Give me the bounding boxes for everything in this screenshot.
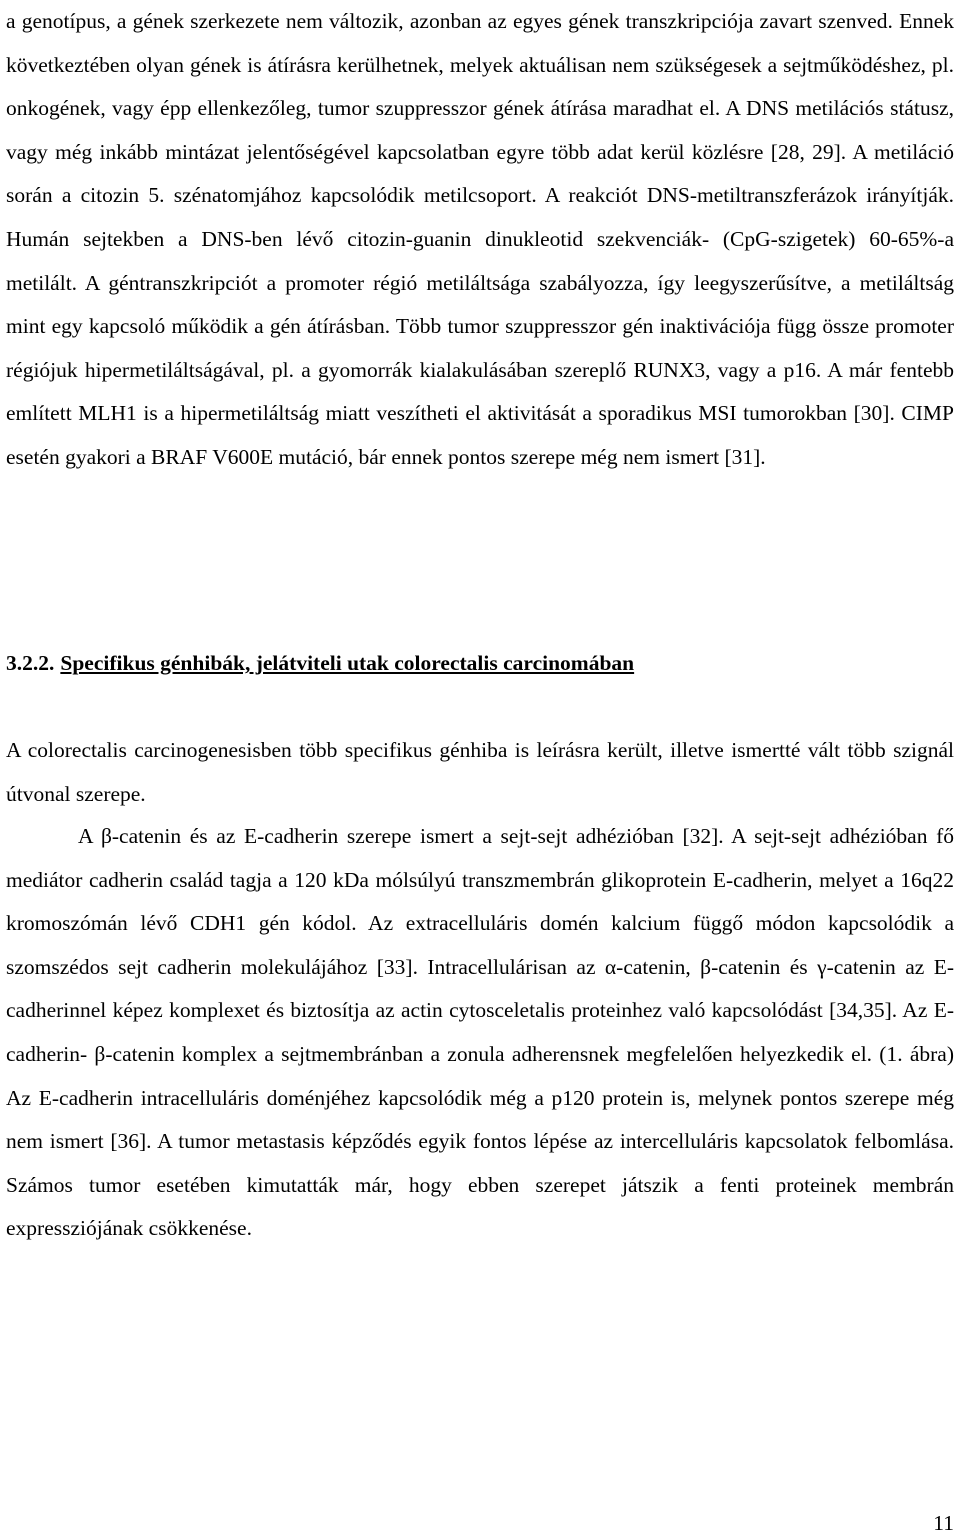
- body-paragraph: A colorectalis carcinogenesisben több specifikus génhiba is leírásra került, illetve ismertté vált több szignál útvonal szerepe.: [6, 738, 954, 806]
- section-number: 3.2.2.: [6, 651, 55, 675]
- body-paragraph: A β-catenin és az E-cadherin szerepe ismert a sejt-sejt adhézióban [32]. A sejt-sejt adhézióban fő mediátor cadherin család tagja a 120 kDa mólsúlyú transzmembrán glikoprotein E-cadherin, melyet a 16q22 kromoszómán lévő CDH1 gén kódol. Az extracelluláris domén kalcium függő módon kapcsolódik a szomszédos sejt cadherin molekulájához [33]. Intracellulárisan az α-catenin, β-catenin és γ-catenin az E-cadherinnel képez komplexet és biztosítja az actin cytosceletalis proteinhez való kapcsolódást [34,35]. Az E-cadherin- β-catenin komplex a sejtmembránban a zonula adherensnek megfelelően helyezkedik el. (1. ábra) Az E-cadherin intracelluláris doménjéhez kapcsolódik még a p120 protein is, melynek pontos szerepe még nem ismert [36]. A tumor metastasis képződés egyik fontos lépése az intercelluláris kapcsolatok felbomlása. Számos tumor esetében kimutatták már, hogy ebben szerepet játszik a fenti proteinek membrán expressziójának csökkenése.: [6, 824, 954, 1241]
- body-paragraph: a genotípus, a gének szerkezete nem változik, azonban az egyes gének transzkripciója zavart szenved. Ennek következtében olyan gének is átírásra kerülhetnek, melyek aktuálisan nem szükségesek a sejtműködéshez, pl. onkogének, vagy épp ellenkezőleg, tumor szuppresszor gének átírása maradhat el. A DNS metilációs státusz, vagy még inkább mintázat jelentőségével kapcsolatban egyre több adat kerül közlésre [28, 29]. A metiláció során a citozin 5. szénatomjához kapcsolódik metilcsoport. A reakciót DNS-metiltranszferázok irányítják. Humán sejtekben a DNS-ben lévő citozin-guanin dinukleotid szekvenciák- (CpG-szigetek) 60-65%-a metilált. A géntranszkripciót a promoter régió metiláltsága szabályozza, így leegyszerűsítve, a metiláltság mint egy kapcsoló működik a gén átírásban. Több tumor szuppresszor gén inaktivációja függ össze promoter régiójuk hipermetiláltságával, pl. a gyomorrák kialakulásában szereplő RUNX3, vagy a p16. A már fentebb említett MLH1 is a hipermetiláltság miatt veszítheti el aktivitását a sporadikus MSI tumorokban [30]. CIMP esetén gyakori a BRAF V600E mutáció, bár ennek pontos szerepe még nem ismert [31].: [6, 9, 954, 469]
- section-heading: [6, 646, 634, 680]
- section-title: Specifikus génhibák, jelátviteli utak colorectalis carcinomában: [60, 651, 635, 675]
- page-number: 11: [933, 1511, 954, 1535]
